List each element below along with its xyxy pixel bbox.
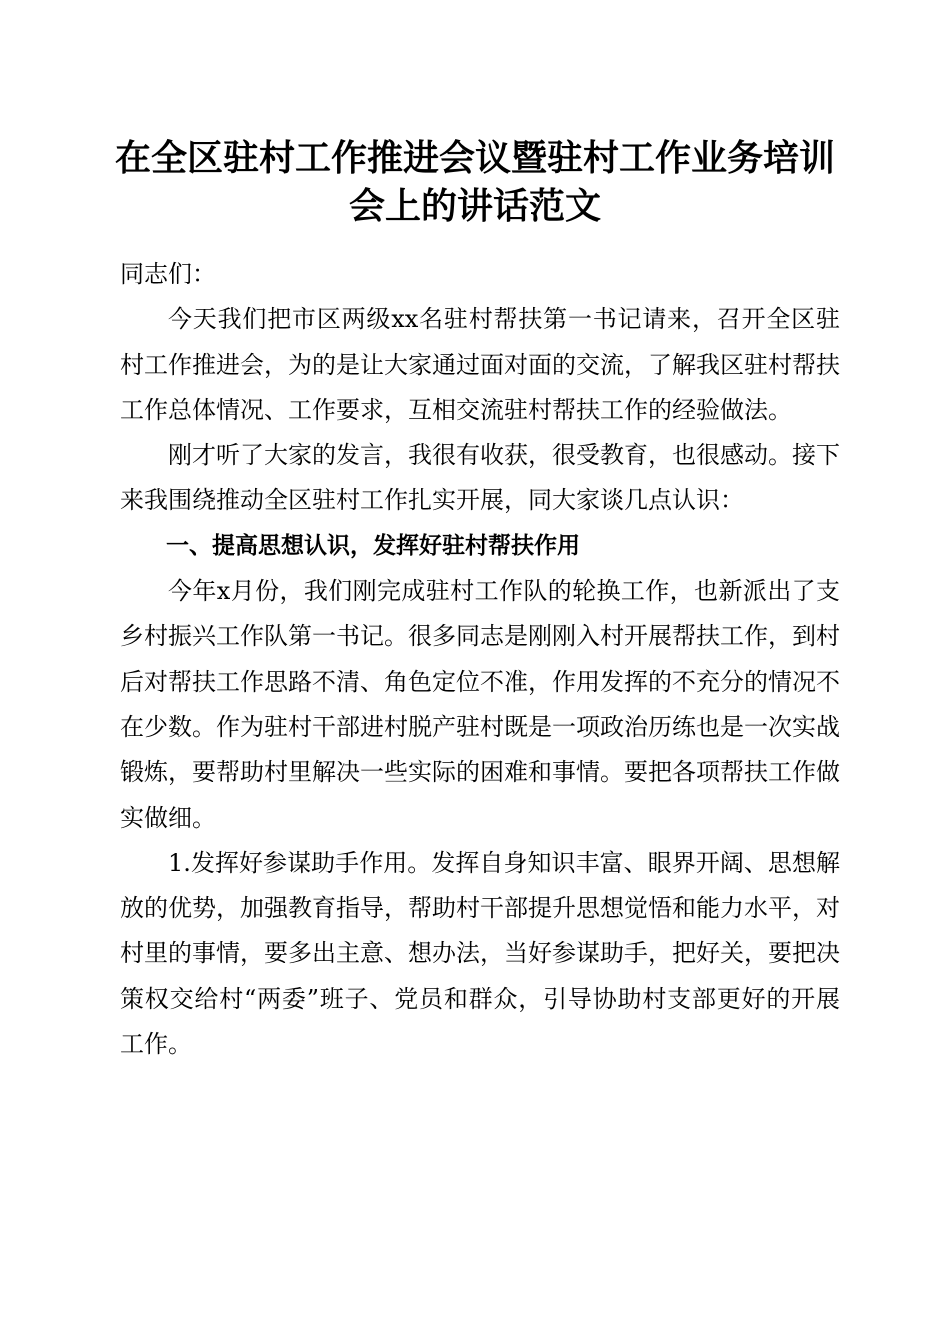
section-heading-1: 一、提高思想认识，发挥好驻村帮扶作用 (166, 532, 580, 559)
document-body (120, 252, 840, 1067)
paragraph-transition: 刚才听了大家的发言，我很有收获，很受教育，也很感动。接下来我围绕推动全区驻村工作扎实开展，同大家谈几点认识： (120, 441, 840, 515)
paragraph-section1-intro: 今年x月份，我们刚完成驻村工作队的轮换工作，也新派出了支乡村振兴工作队第一书记。很多同志是刚刚入村开展帮扶工作，到村后对帮扶工作思路不清、角色定位不准，作用发挥的不充分的情况不在少数。作为驻村干部进村脱产驻村既是一项政治历练也是一次实战锻炼，要帮助村里解决一些实际的困难和事情。要把各项帮扶工作做实做细。 (120, 577, 840, 832)
paragraph-opening: 今天我们把市区两级xx名驻村帮扶第一书记请来，召开全区驻村工作推进会，为的是让大家通过面对面的交流，了解我区驻村帮扶工作总体情况、工作要求，互相交流驻村帮扶工作的经验做法。 (120, 305, 840, 424)
document-title-line-1: 在全区驻村工作推进会议暨驻村工作业务培训 (114, 137, 835, 179)
document-title-line-2: 会上的讲话范文 (348, 185, 601, 227)
paragraph-section1-point1: 1.发挥好参谋助手作用。发挥自身知识丰富、眼界开阔、思想解放的优势，加强教育指导，帮助村干部提升思想觉悟和能力水平，对村里的事情，要多出主意、想办法，当好参谋助手，把好关，要把决策权交给村“两委”班子、党员和群众，引导协助村支部更好的开展工作。 (120, 848, 840, 1059)
salutation: 同志们： (120, 260, 216, 288)
